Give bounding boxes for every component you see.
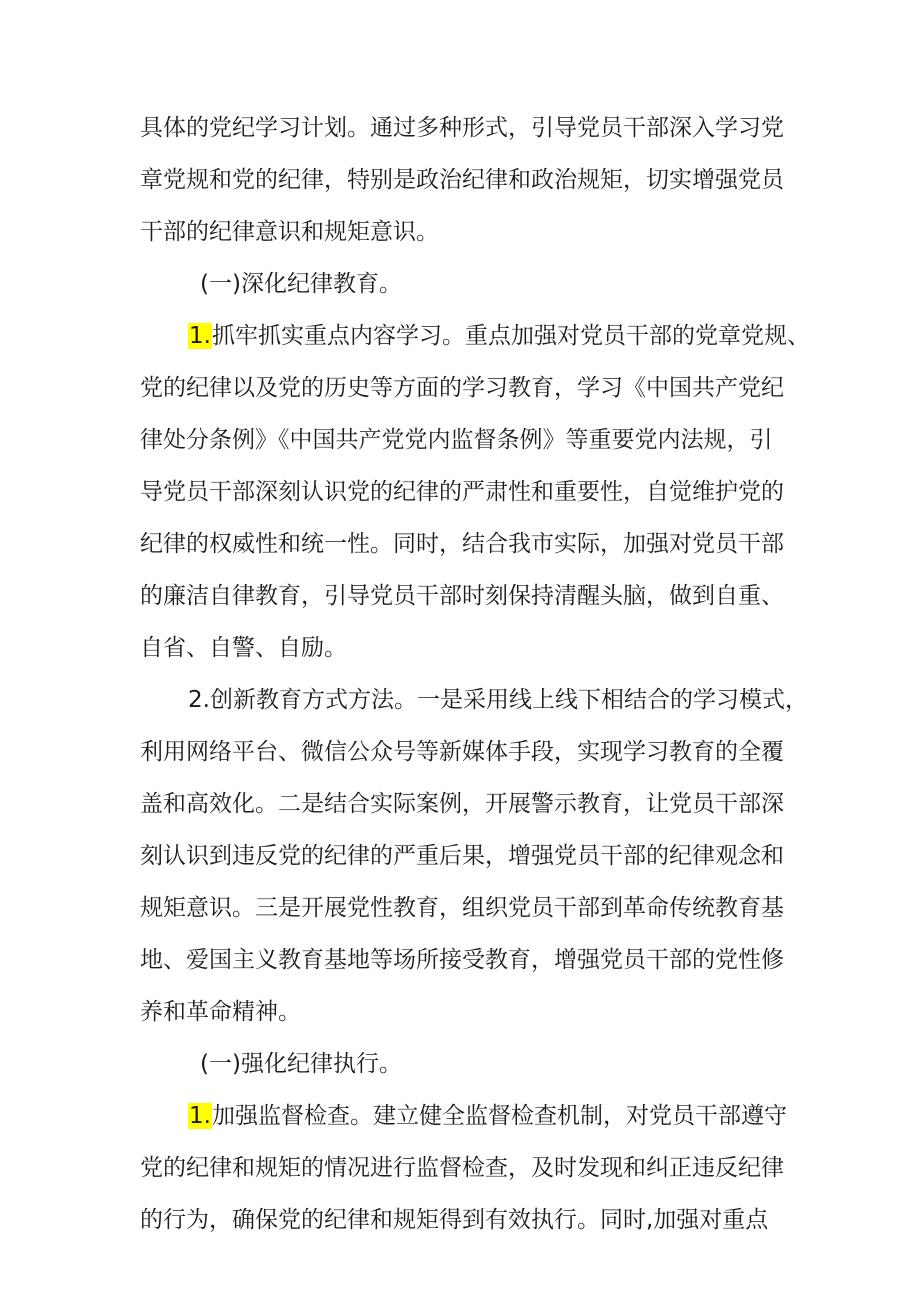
- paragraph-line: 刻认识到违反党的纪律的严重后果，增强党员干部的纪律观念和: [140, 843, 784, 869]
- paragraph-line: 干部的纪律意识和规矩意识。: [140, 219, 439, 245]
- highlighted-number: 1.: [189, 1103, 211, 1129]
- paragraph-line: 养和革命精神。: [140, 999, 301, 1025]
- paragraph-line: 规矩意识。三是开展党性教育，组织党员干部到革命传统教育基: [140, 895, 784, 921]
- paragraph-line: 地、爱国主义教育基地等场所接受教育，增强党员干部的党性修: [140, 947, 784, 973]
- section-heading: (一)深化纪律教育。: [200, 271, 402, 297]
- paragraph-line: 导党员干部深刻认识党的纪律的严肃性和重要性，自觉维护党的: [140, 479, 784, 505]
- paragraph-line: 律处分条例》《中国共产党党内监督条例》等重要党内法规，引: [140, 427, 773, 453]
- paragraph-first-line: [188, 1096, 790, 1136]
- paragraph-line: 党的纪律以及党的历史等方面的学习教育，学习《中国共产党纪: [140, 375, 784, 401]
- paragraph-first-line: 2.创新教育方式方法。一是采用线上线下相结合的学习模式，: [188, 687, 808, 713]
- paragraph-line: 纪律的权威性和统一性。同时，结合我市实际，加强对党员干部: [140, 531, 784, 557]
- paragraph-first-line: [188, 316, 810, 356]
- paragraph-line: 的行为，确保党的纪律和规矩得到有效执行。同时,加强对重点: [140, 1207, 769, 1233]
- paragraph-line: 利用网络平台、微信公众号等新媒体手段，实现学习教育的全覆: [140, 739, 784, 765]
- paragraph-line: 自省、自警、自励。: [140, 635, 347, 661]
- paragraph-line: 的廉洁自律教育，引导党员干部时刻保持清醒头脑，做到自重、: [140, 583, 784, 609]
- paragraph-text: 抓牢抓实重点内容学习。重点加强对党员干部的党章党规、: [211, 323, 810, 349]
- highlighted-number: 1.: [189, 323, 211, 349]
- paragraph-text: 加强监督检查。建立健全监督检查机制，对党员干部遵守: [211, 1103, 787, 1129]
- paragraph-line: 章党规和党的纪律，特别是政治纪律和政治规矩，切实增强党员: [140, 167, 784, 193]
- section-heading: (一)强化纪律执行。: [200, 1051, 402, 1077]
- paragraph-line: 具体的党纪学习计划。通过多种形式，引导党员干部深入学习党: [140, 115, 784, 141]
- paragraph-line: 盖和高效化。二是结合实际案例，开展警示教育，让党员干部深: [140, 791, 784, 817]
- paragraph-line: 党的纪律和规矩的情况进行监督检查，及时发现和纠正违反纪律: [140, 1155, 784, 1181]
